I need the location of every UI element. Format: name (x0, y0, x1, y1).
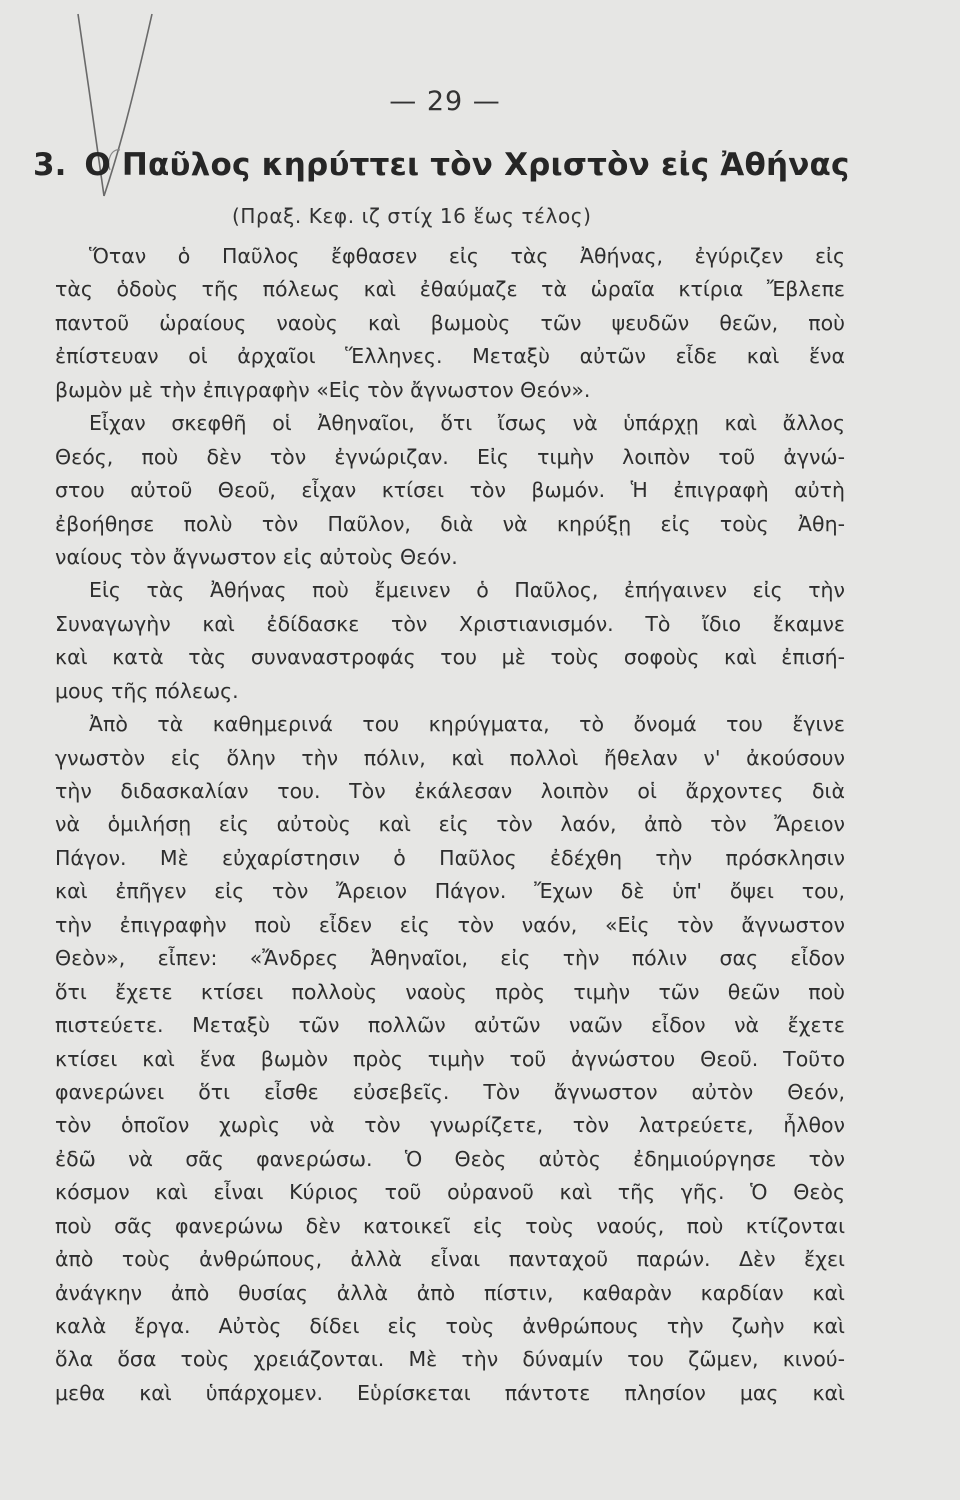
section-title: Ο Παῦλος κηρύττει τὸν Χριστὸν εἰς Ἀθήνας (84, 147, 850, 183)
text-line: κόσμον καὶ εἶναι Κύριος τοῦ οὐρανοῦ καὶ τῆς γῆς. Ὁ Θεὸς (55, 1180, 845, 1205)
section-heading (33, 147, 853, 183)
text-line: παντοῦ ὡραίους ναοὺς καὶ βωμοὺς τῶν ψευδῶν θεῶν, ποὺ (55, 310, 845, 335)
text-line: στου αὐτοῦ Θεοῦ, εἶχαν κτίσει τὸν βωμόν. Ἡ ἐπιγραφὴ αὐτὴ (55, 478, 845, 503)
page-number: — 29 — (389, 86, 501, 117)
text-line: βωμὸν μὲ τὴν ἐπιγραφὴν «Εἰς τὸν ἄγνωστον Θεόν». (55, 377, 591, 402)
text-line: Ὅταν ὁ Παῦλος ἔφθασεν εἰς τὰς Ἀθήνας, ἐγύριζεν εἰς (89, 244, 845, 268)
text-line: ὅλα ὅσα τοὺς χρειάζονται. Μὲ τὴν δύναμίν του ζῶμεν, κινού- (55, 1347, 845, 1372)
text-line: φανερώνει ὅτι εἶσθε εὐσεβεῖς. Τὸν ἄγνωστον αὐτὸν Θεόν, (55, 1079, 845, 1104)
text-line: καὶ ἐπῆγεν εἰς τὸν Ἄρειον Πάγον. Ἔχων δὲ ὑπ' ὄψει του, (55, 879, 845, 904)
text-line: γνωστὸν εἰς ὅλην τὴν πόλιν, καὶ πολλοὶ ἤθελαν ν' ἀκούσουν (55, 745, 845, 770)
text-line: ἐδῶ νὰ σᾶς φανερώσω. Ὁ Θεὸς αὐτὸς ἐδημιούργησε τὸν (55, 1146, 845, 1171)
text-line: ἀπὸ τοὺς ἀνθρώπους, ἀλλὰ εἶναι πανταχοῦ παρών. Δὲν ἔχει (55, 1247, 845, 1272)
text-line: ἀνάγκην ἀπὸ θυσίας ἀλλὰ ἀπὸ πίστιν, καθαρὰν καρδίαν καὶ (55, 1280, 845, 1305)
text-line: ἐπίστευαν οἱ ἀρχαῖοι Ἕλληνες. Μεταξὺ αὐτῶν εἶδε καὶ ἕνα (55, 344, 845, 369)
text-line: Συναγωγὴν καὶ ἐδίδασκε τὸν Χριστιανισμόν. Τὸ ἴδιο ἔκαμνε (55, 611, 845, 636)
text-line: πιστεύετε. Μεταξὺ τῶν πολλῶν αὐτῶν ναῶν εἶδον νὰ ἔχετε (55, 1013, 845, 1038)
text-line: Θεός, ποὺ δὲν τὸν ἐγνώριζαν. Εἰς τιμὴν λοιπὸν τοῦ ἀγνώ- (55, 444, 845, 469)
text-line: τὴν ἐπιγραφὴν ποὺ εἶδεν εἰς τὸν ναόν, «Εἰς τὸν ἄγνωστον (55, 912, 845, 937)
text-line: κτίσει καὶ ἕνα βωμὸν πρὸς τιμὴν τοῦ ἀγνώστου Θεοῦ. Τοῦτο (55, 1046, 845, 1071)
text-line: Εἶχαν σκεφθῆ οἱ Ἀθηναῖοι, ὅτι ἴσως νὰ ὑπάρχῃ καὶ ἄλλος (89, 411, 845, 436)
text-line: ἐβοήθησε πολὺ τὸν Παῦλον, διὰ νὰ κηρύξῃ εἰς τοὺς Ἀθη- (55, 511, 845, 536)
text-line: τὴν διδασκαλίαν του. Τὸν ἐκάλεσαν λοιπὸν οἱ ἄρχοντες διὰ (55, 779, 845, 803)
section-number: 3. (33, 147, 67, 183)
text-line: καλὰ ἔργα. Αὐτὸς δίδει εἰς τοὺς ἀνθρώπους τὴν ζωὴν καὶ (55, 1314, 845, 1338)
body-text (55, 240, 845, 1410)
text-line: μους τῆς πόλεως. (55, 678, 239, 703)
text-line: τὸν ὁποῖον χωρὶς νὰ τὸν γνωρίζετε, τὸν λατρεύετε, ἦλθον (55, 1113, 845, 1138)
text-line: καὶ κατὰ τὰς συναναστροφάς του μὲ τοὺς σοφοὺς καὶ ἐπισή- (55, 645, 845, 670)
text-line: μεθα καὶ ὑπάρχομεν. Εὑρίσκεται πάντοτε πλησίον μας καὶ (55, 1380, 845, 1405)
text-line: Ἀπὸ τὰ καθημερινά του κηρύγματα, τὸ ὄνομά του ἔγινε (89, 712, 845, 737)
text-line: ποὺ σᾶς φανερώνω δὲν κατοικεῖ εἰς τοὺς ναούς, ποὺ κτίζονται (55, 1213, 845, 1238)
text-line: τὰς ὁδοὺς τῆς πόλεως καὶ ἐθαύμαζε τὰ ὡραῖα κτίρια Ἔβλεπε (55, 277, 845, 302)
scripture-reference: (Πραξ. Κεφ. ιζ στίχ 16 ἕως τέλος) (232, 204, 592, 228)
text-line: νὰ ὁμιλήσῃ εἰς αὐτοὺς καὶ εἰς τὸν λαόν, ἀπὸ τὸν Ἄρειον (55, 812, 845, 837)
text-line: Εἰς τὰς Ἀθήνας ποὺ ἔμεινεν ὁ Παῦλος, ἐπήγαινεν εἰς τὴν (89, 578, 845, 603)
text-line: ὅτι ἔχετε κτίσει πολλοὺς ναοὺς πρὸς τιμὴν τῶν θεῶν ποὺ (55, 979, 845, 1004)
text-line: ναίους τὸν ἄγνωστον εἰς αὐτοὺς Θεόν. (55, 544, 458, 569)
text-line: Θεὸν», εἶπεν: «Ἄνδρες Ἀθηναῖοι, εἰς τὴν πόλιν σας εἶδον (55, 946, 845, 971)
text-line: Πάγον. Μὲ εὐχαρίστησιν ὁ Παῦλος ἐδέχθη τὴν πρόσκλησιν (55, 845, 845, 870)
